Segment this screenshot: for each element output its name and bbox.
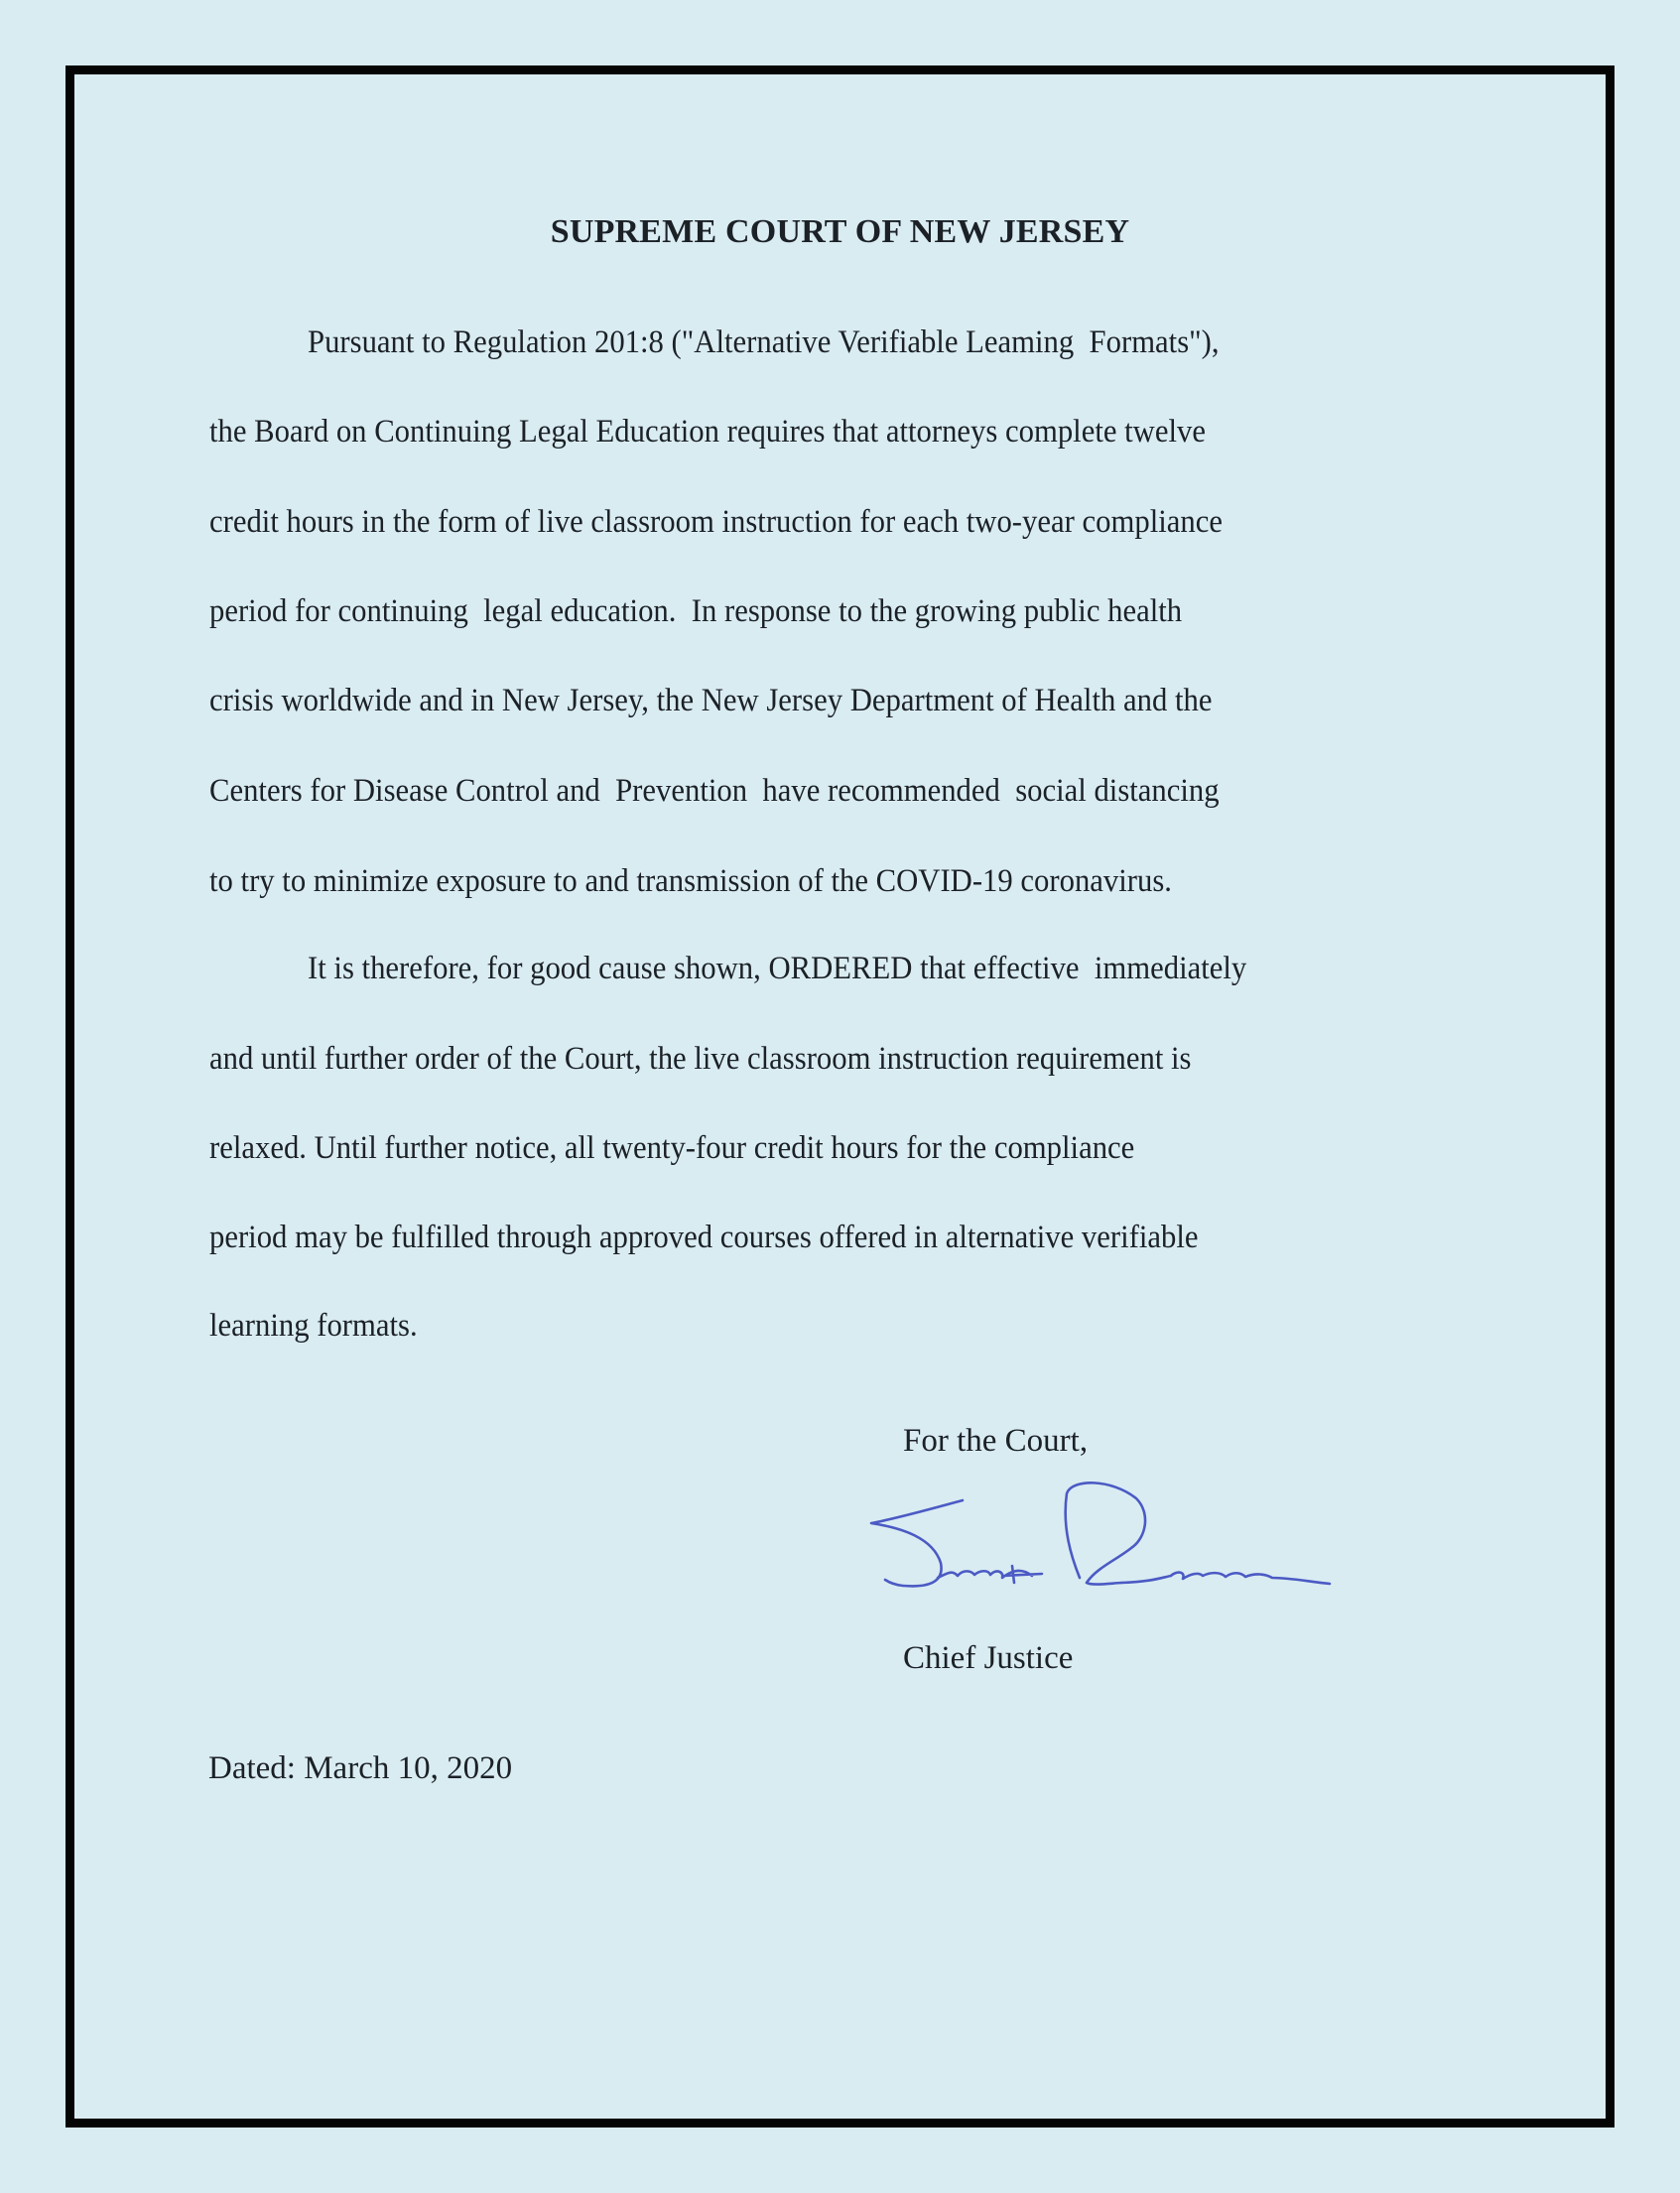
paragraph-1-line-7: to try to minimize exposure to and transmission of the COVID-19 coronavirus. bbox=[209, 863, 1172, 899]
signature-image bbox=[863, 1479, 1439, 1627]
closing-text: For the Court, bbox=[903, 1423, 1089, 1459]
paragraph-1-line-2: the Board on Continuing Legal Education requires that attorneys complete twelve bbox=[209, 414, 1206, 450]
paragraph-2-line-2: and until further order of the Court, the live classroom instruction requirement is bbox=[209, 1041, 1192, 1077]
paragraph-1-line-6: Centers for Disease Control and Prevention have recommended social distancing bbox=[209, 773, 1220, 809]
signature-stroke-first-name-tail bbox=[938, 1566, 1042, 1583]
signature-stroke-last-name-loop bbox=[1066, 1483, 1145, 1584]
paragraph-2-line-1: It is therefore, for good cause shown, ORDERED that effective immediately bbox=[308, 951, 1247, 986]
paragraph-1-line-3: credit hours in the form of live classroom instruction for each two-year compliance bbox=[209, 504, 1223, 540]
signatory-title: Chief Justice bbox=[903, 1640, 1074, 1676]
paragraph-2-line-4: period may be fulfilled through approved courses offered in alternative verifiable bbox=[209, 1220, 1199, 1255]
paragraph-1-line-4: period for continuing legal education. In response to the growing public health bbox=[209, 593, 1183, 629]
dated-line: Dated: March 10, 2020 bbox=[208, 1750, 513, 1786]
paragraph-2-line-3: relaxed. Until further notice, all twenty-four credit hours for the compliance bbox=[209, 1130, 1135, 1166]
paragraph-2-line-5: learning formats. bbox=[209, 1308, 418, 1344]
page-border-frame bbox=[65, 65, 1615, 2128]
signature-stroke-last-name-tail bbox=[1121, 1573, 1330, 1584]
paragraph-1-line-1: Pursuant to Regulation 201:8 ("Alternative Verifiable Leaming Formats"), bbox=[308, 324, 1220, 360]
document-title: SUPREME COURT OF NEW JERSEY bbox=[550, 213, 1130, 250]
paragraph-1-line-5: crisis worldwide and in New Jersey, the New Jersey Department of Health and the bbox=[209, 683, 1213, 718]
